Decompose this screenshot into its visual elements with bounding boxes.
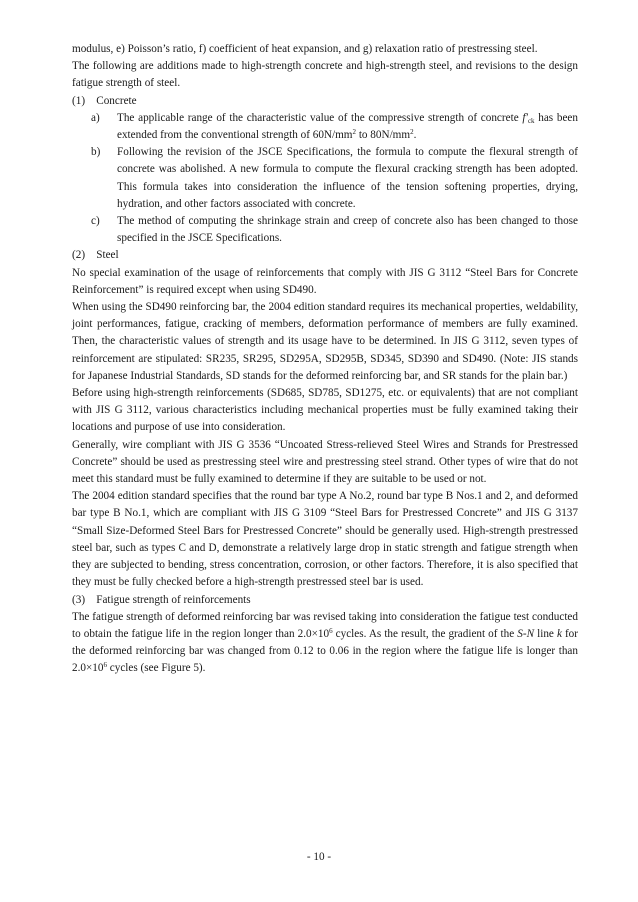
text-fragment: line [534,627,557,640]
intro-paragraph-2: The following are additions made to high-strength concrete and high-strength steel, and revisions to the design fatigue strength of steel. [72,60,578,90]
symbol-s-n: S-N [517,627,535,640]
fatigue-paragraph [72,609,578,678]
page-body [72,41,578,678]
page-number: - 10 - [306,851,332,863]
steel-paragraph-2: When using the SD490 reinforcing bar, the 2004 edition standard requires its mechanical properties, weldability, joint performances, fatigue, cracking of members, deformation performance of members are fully examined. Then, the characteristic values of strength and its usage have to be determined. In JIS G 3112, seven types of reinforcement are stipulated: SR235, SR295, SD295A, SD295B, SD345, SD390 and SD490. (Note: JIS stands for Japanese Industrial Standards, SD stands for the deformed reinforcing bar, and SR stands for the plain bar.) [72,301,578,382]
section-fatigue-heading: (3) Fatigue strength of reinforcements [72,593,251,606]
symbol-f: f′ [522,111,528,124]
text-fragment: The fatigue strength of deformed reinforcing bar was revised taking into consideration the fatigue test conducted to obtain the fatigue life in the region longer than 2.0×10 [72,610,578,640]
steel-paragraph-3: Before using high-strength reinforcements (SD685, SD785, SD1275, etc. or equivalents) that are not compliant with JIS G 3112, various characteristics including mechanical properties must be fully examined taking their locations and purpose of use into consideration. [72,387,578,434]
concrete-item-a-text [117,110,578,144]
text-fragment: for the deformed reinforcing bar was changed from 0.12 to 0.06 in the region where the fatigue life is longer than 2.0×10 [72,627,579,675]
symbol-subscript: ck [527,116,535,125]
symbol-k: k [556,627,562,640]
concrete-item-b-text: Following the revision of the JSCE Specifications, the formula to compute the flexural strength of concrete was abolished. A new formula to compute the flexural cracking strength has been adopted. This formula takes into consideration the influence of the tension softening properties, drying, hydration, and other factors associated with concrete. [117,146,578,210]
text-fragment: cycles. As the result, the gradient of the [332,627,518,640]
steel-paragraph-4: Generally, wire compliant with JIS G 3536 “Uncoated Stress-relieved Steel Wires and Strands for Prestressed Concrete” should be used as prestressing steel wire and prestressing steel strand. Other types of wire that do not meet this standard must be fully examined to determine if they are suitable to be used or not. [72,438,578,486]
superscript: 2 [352,128,357,137]
steel-paragraph-1: No special examination of the usage of reinforcements that comply with JIS G 3112 “Steel Bars for Concrete Reinforcement” is required except when using SD490. [72,266,578,296]
text-fragment: to 80N/mm [356,129,411,142]
intro-paragraph-1: modulus, e) Poisson’s ratio, f) coefficient of heat expansion, and g) relaxation ratio of prestressing steel. [72,43,538,55]
superscript: 6 [103,661,107,670]
steel-paragraph-5: The 2004 edition standard specifies that the round bar type A No.2, round bar type B Nos.1 and 2, and deformed bar type B No.1, which are compliant with JIS G 3109 “Steel Bars for Prestressed Concrete” and JIS G 3137 “Small Size-Deformed Steel Bars for Prestressed Concrete” should be generally used. High-strength prestressed steel bar, such as types C and D, demonstrate a relatively large drop in static strength and fatigue strength when they are subjected to bending, stress concentration, corrosion, or other factors. Therefore, it is also specified that they must be fully checked before a high-strength prestressed steel bar is used. [72,490,578,589]
section-concrete-heading: (1) Concrete [72,94,137,107]
concrete-item-c-text: The method of computing the shrinkage strain and creep of concrete also has been changed to those specified in the JSCE Specifications. [117,215,578,245]
item-label: a) [91,111,100,124]
superscript: 6 [329,626,333,635]
concrete-item-b [72,144,578,213]
concrete-item-c [72,213,578,247]
text-fragment: The applicable range of the characteristic value of the compressive strength of concrete [117,111,523,124]
concrete-item-a [72,110,578,144]
section-steel-heading: (2) Steel [72,249,119,262]
superscript: 2 [410,128,414,137]
text-fragment: cycles (see Figure 5). [106,662,206,675]
item-label: b) [91,146,101,159]
text-fragment: has been extended from the conventional strength of 60N/mm [117,111,578,142]
text-fragment: . [413,129,417,142]
item-label: c) [91,215,100,228]
